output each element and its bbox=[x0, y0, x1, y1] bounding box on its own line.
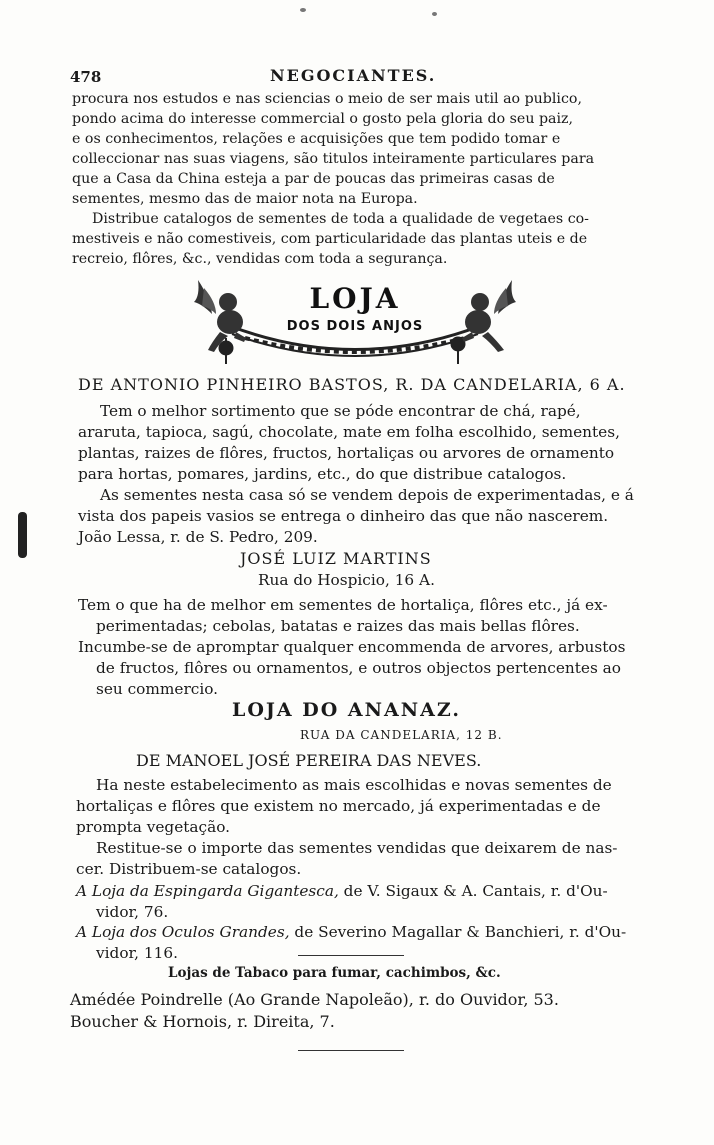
text-line: Tem o melhor sortimento que se póde encontrar de chá, rapé, bbox=[100, 402, 581, 420]
ananaz-address: RUA DA CANDELARIA, 12 B. bbox=[300, 728, 503, 742]
text-line: João Lessa, r. de S. Pedro, 209. bbox=[78, 528, 318, 546]
text-line: Tem o que ha de melhor em sementes de hortaliça, flôres etc., já ex- bbox=[78, 596, 608, 614]
sign-title: LOJA bbox=[309, 282, 401, 315]
scan-mark bbox=[432, 12, 437, 16]
angel-left-icon bbox=[194, 280, 246, 352]
text-line: vidor, 116. bbox=[96, 944, 178, 962]
shop-owners: de Severino Magallar & Banchieri, r. d'Ou- bbox=[289, 923, 627, 941]
text-line: Ha neste estabelecimento as mais escolhidas e novas sementes de bbox=[96, 776, 612, 794]
dois-anjos-owner: DE ANTONIO PINHEIRO BASTOS, R. DA CANDELARIA, 6 A. bbox=[78, 375, 626, 394]
tobacco-entry: Amédée Poindrelle (Ao Grande Napoleão), r. do Ouvidor, 53. bbox=[70, 990, 559, 1009]
text-line: que a Casa da China esteja a par de poucas das primeiras casas de bbox=[72, 171, 555, 187]
text-line: araruta, tapioca, sagú, chocolate, mate em folha escolhido, sementes, bbox=[78, 423, 620, 441]
text-line: para hortas, pomares, jardins, etc., do que distribue catalogos. bbox=[78, 465, 567, 483]
ananaz-owner: DE MANOEL JOSÉ PEREIRA DAS NEVES. bbox=[136, 751, 482, 770]
scan-mark bbox=[300, 8, 306, 12]
ananaz-title: LOJA DO ANANAZ. bbox=[232, 699, 462, 721]
page-number: 478 bbox=[70, 68, 102, 86]
text-line: Incumbe-se de apromptar qualquer encommenda de arvores, arbustos bbox=[78, 638, 626, 656]
text-line: e os conhecimentos, relações e acquisições que tem podido tomar e bbox=[72, 131, 561, 147]
tobacco-heading: Lojas de Tabaco para fumar, cachimbos, &c. bbox=[168, 965, 501, 981]
binding-shadow bbox=[18, 512, 27, 558]
text-line: pondo acima do interesse commercial o gosto pela gloria do seu paiz, bbox=[72, 111, 574, 127]
text-line: mestiveis e não comestiveis, com particularidade das plantas uteis e de bbox=[72, 231, 588, 247]
text-line: cer. Distribuem-se catalogos. bbox=[76, 860, 302, 878]
shop-name: A Loja dos Oculos Grandes, bbox=[76, 923, 290, 941]
text-line: hortaliças e flôres que existem no mercado, já experimentadas e de bbox=[76, 797, 601, 815]
text-line: colleccionar nas suas viagens, são titulos inteiramente particulares para bbox=[72, 151, 595, 167]
text-line: sementes, mesmo das de maior nota na Europa. bbox=[72, 191, 418, 207]
shop-name: A Loja da Espingarda Gigantesca, bbox=[76, 882, 339, 900]
text-line: vista dos papeis vasios se entrega o dinheiro das que não nascerem. bbox=[78, 507, 609, 525]
angel-right-icon bbox=[462, 280, 516, 352]
section-rule bbox=[298, 955, 404, 956]
sign-subtitle: DOS DOIS ANJOS bbox=[286, 319, 424, 334]
shop-owners: de V. Sigaux & A. Cantais, r. d'Ou- bbox=[338, 882, 608, 900]
text-line: prompta vegetação. bbox=[76, 818, 231, 836]
running-title: NEGOCIANTES. bbox=[270, 66, 437, 85]
text-line: Distribue catalogos de sementes de toda a qualidade de vegetaes co- bbox=[92, 211, 589, 227]
text-line: vidor, 76. bbox=[96, 903, 169, 921]
tobacco-entry: Boucher & Hornois, r. Direita, 7. bbox=[70, 1012, 335, 1031]
text-line: perimentadas; cebolas, batatas e raizes das mais bellas flôres. bbox=[96, 617, 580, 635]
text-line: seu commercio. bbox=[96, 680, 219, 698]
text-line: de fructos, flôres ou ornamentos, e outros objectos pertencentes ao bbox=[96, 659, 621, 677]
section-rule bbox=[298, 1050, 404, 1051]
oculos-entry bbox=[76, 925, 626, 940]
shop-sign-dois-anjos bbox=[190, 278, 520, 368]
martins-name: JOSÉ LUIZ MARTINS bbox=[240, 549, 432, 568]
text-line: Restitue-se o importe das sementes vendidas que deixarem de nas- bbox=[96, 839, 618, 857]
text-line: procura nos estudos e nas sciencias o meio de ser mais util ao publico, bbox=[72, 91, 582, 107]
text-line: recreio, flôres, &c., vendidas com toda a segurança. bbox=[72, 251, 448, 267]
martins-address: Rua do Hospicio, 16 A. bbox=[258, 571, 435, 589]
text-line: plantas, raizes de flôres, fructos, hortaliças ou arvores de ornamento bbox=[78, 444, 615, 462]
text-line: As sementes nesta casa só se vendem depois de experimentadas, e á bbox=[100, 486, 634, 504]
espingarda-entry bbox=[76, 884, 608, 899]
